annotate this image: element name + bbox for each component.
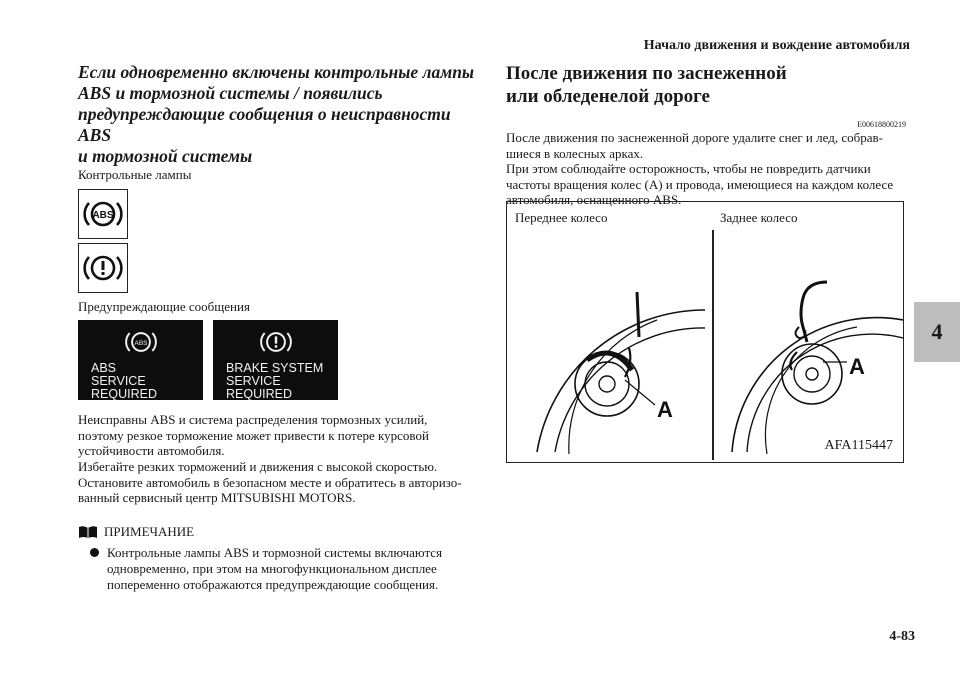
front-wheel-drawing bbox=[537, 292, 705, 454]
body-line: Избегайте резких торможений и движения с высокой скоростью. bbox=[78, 458, 438, 474]
brake-lamp bbox=[78, 243, 128, 293]
left-heading-line: Если одновременно включены контрольные лампы bbox=[78, 62, 475, 82]
rear-wheel-label: Заднее колесо bbox=[720, 210, 798, 225]
note-line: одновременно, при этом на многофункциональном дисплее bbox=[107, 560, 437, 576]
wheel-sensor-figure bbox=[506, 201, 904, 463]
body-line: автомобиля, оснащенного ABS. bbox=[506, 192, 682, 208]
page-number: 4-83 bbox=[889, 629, 915, 644]
abs-service-message bbox=[78, 320, 203, 400]
abs-message-icon-text: ABS bbox=[134, 340, 148, 348]
left-heading-line: предупреждающие сообщения о неисправности ABS bbox=[78, 104, 451, 145]
brake-message-text bbox=[226, 362, 338, 401]
abs-message-line1: ABS bbox=[91, 361, 117, 376]
body-line: устойчивости автомобиля. bbox=[78, 443, 225, 459]
body-line: шиеся в колесных арках. bbox=[506, 145, 644, 161]
abs-lamp-text: ABS bbox=[92, 209, 114, 221]
brake-message-line2: SERVICE REQUIRED bbox=[226, 374, 292, 402]
note-line: попеременно отображаются предупреждающие сообщения. bbox=[107, 576, 439, 592]
body-line: поэтому резкое торможение может привести к потере курсовой bbox=[78, 427, 429, 443]
body-line: Неисправны ABS и система распределения тормозных усилий, bbox=[78, 412, 428, 428]
left-column bbox=[78, 62, 478, 592]
front-wheel-label: Переднее колесо bbox=[515, 210, 608, 225]
note-book-icon bbox=[78, 525, 98, 539]
bullet-dot bbox=[90, 548, 99, 557]
document-code: E00618800219 bbox=[857, 120, 906, 129]
right-heading-line: или обледенелой дороге bbox=[506, 86, 710, 107]
brake-message-line1: BRAKE SYSTEM bbox=[226, 361, 324, 376]
left-body-text bbox=[78, 412, 478, 506]
brake-warning-icon bbox=[82, 251, 124, 285]
lamps-label: Контрольные лампы bbox=[78, 167, 192, 182]
body-line: После движения по заснеженной дороге удалите снег и лед, собрав- bbox=[506, 130, 883, 145]
note-text bbox=[107, 545, 442, 592]
abs-message-line2: SERVICE REQUIRED bbox=[91, 374, 157, 402]
abs-message-icon bbox=[124, 328, 158, 356]
note-item bbox=[90, 545, 478, 592]
body-line: При этом соблюдайте осторожность, чтобы не повредить датчики bbox=[506, 161, 871, 177]
front-sensor-marker: A bbox=[657, 397, 673, 422]
abs-message-text bbox=[91, 362, 203, 401]
right-body-text bbox=[506, 130, 906, 208]
note-header bbox=[78, 524, 478, 540]
warnings-label: Предупреждающие сообщения bbox=[78, 298, 250, 314]
abs-lamp-icon bbox=[82, 197, 124, 231]
note-title: ПРИМЕЧАНИЕ bbox=[104, 523, 195, 539]
chapter-tab bbox=[914, 302, 960, 362]
body-line: ванный сервисный центр MITSUBISHI MOTORS. bbox=[78, 490, 356, 506]
left-heading-line: и тормозной системы bbox=[78, 146, 253, 166]
note-line: Контрольные лампы ABS и тормозной системы включаются bbox=[107, 545, 443, 561]
right-heading bbox=[506, 62, 906, 108]
section-header: Начало движения и вождение автомобиля bbox=[643, 38, 910, 53]
abs-lamp bbox=[78, 189, 128, 239]
body-line: Остановите автомобиль в безопасном месте и обратитесь в авторизо- bbox=[78, 474, 462, 490]
brake-message-icon bbox=[259, 328, 293, 356]
body-line: частоты вращения колес (A) и провода, имеющиеся на каждом колесе bbox=[506, 176, 894, 192]
chapter-number: 4 bbox=[931, 319, 943, 344]
rear-sensor-marker: A bbox=[849, 354, 865, 379]
rear-wheel-drawing bbox=[732, 282, 903, 454]
left-heading bbox=[78, 62, 478, 167]
wheel-illustration bbox=[507, 202, 903, 462]
right-column bbox=[506, 62, 906, 208]
left-heading-line: ABS и тормозной системы / появились bbox=[78, 83, 383, 103]
figure-code: AFA115447 bbox=[824, 438, 893, 453]
brake-service-message bbox=[213, 320, 338, 400]
right-heading-line: После движения по заснеженной bbox=[506, 63, 787, 84]
warning-messages bbox=[78, 320, 478, 400]
